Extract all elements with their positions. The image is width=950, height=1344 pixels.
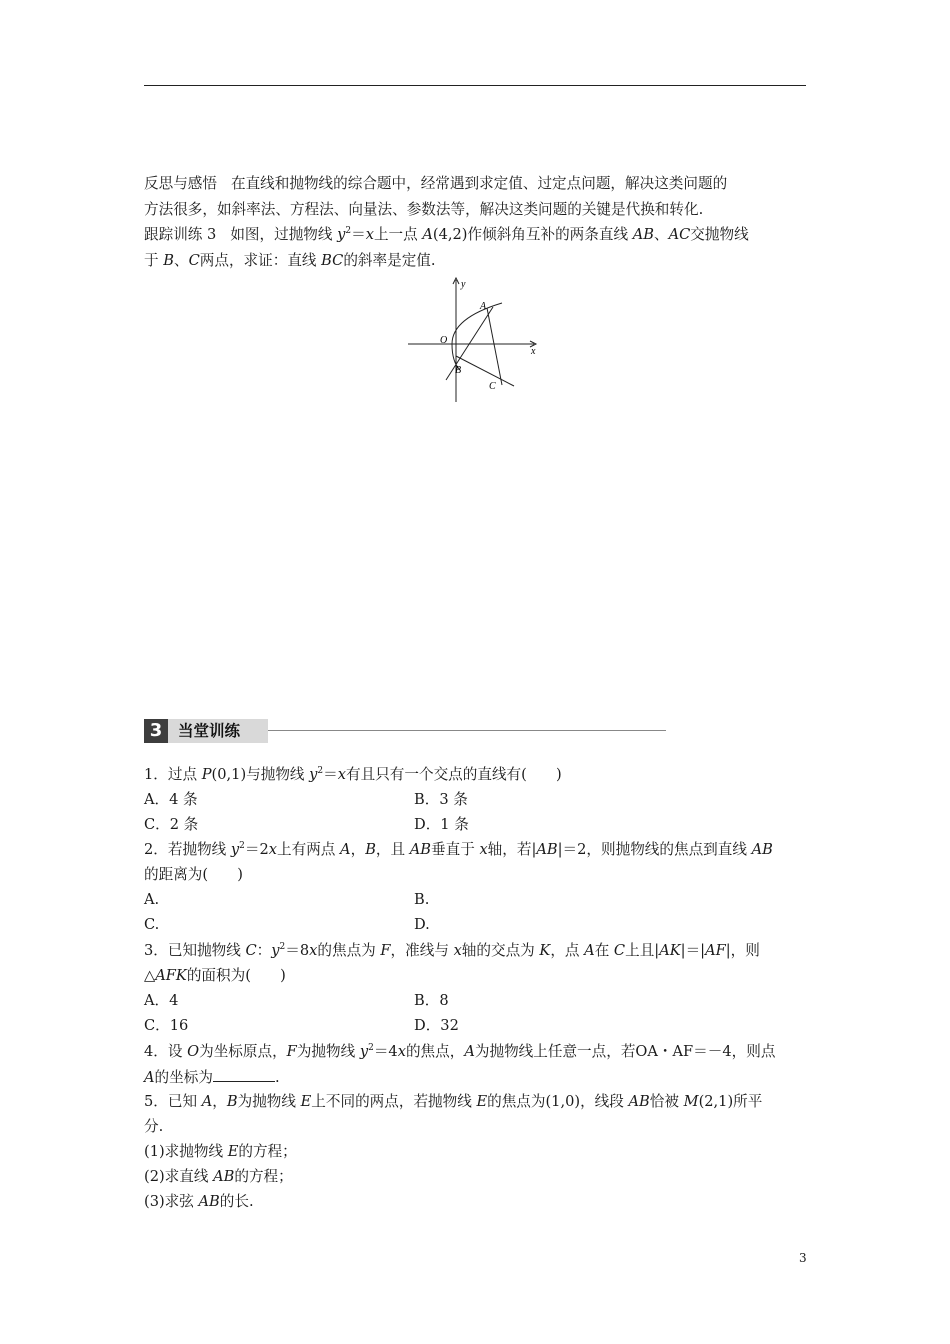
text: 为抛物线: [296, 1043, 360, 1060]
label-x: x: [531, 346, 536, 357]
text: 有且只有一个交点的直线有( ): [346, 766, 562, 783]
text: (2,1)所平: [698, 1093, 763, 1110]
answer-blank[interactable]: [213, 1067, 275, 1082]
text: 轴，若|: [487, 841, 537, 858]
section-rule: [268, 730, 666, 731]
text: .: [274, 1069, 280, 1086]
math-var: A: [340, 841, 351, 858]
intro-paragraph: [144, 171, 808, 273]
math-var: C: [188, 251, 200, 269]
text: 上一点: [373, 226, 423, 243]
math-var: AK: [659, 942, 681, 959]
text: 的长.: [219, 1193, 254, 1210]
q4-stem-line-2: [144, 1067, 280, 1088]
line-bc: [456, 356, 514, 386]
text: 5．已知: [144, 1093, 202, 1110]
intro-text: 在直线和抛物线的综合题中，经常遇到求定值、过定点问题，解决这类问题的: [230, 175, 728, 192]
math-var: AC: [668, 226, 691, 243]
text: 上有两点: [277, 841, 341, 858]
label-o: O: [440, 335, 448, 346]
math-var: AB: [628, 1093, 650, 1110]
text: 上不同的两点，若抛物线: [311, 1093, 477, 1110]
math-exp: 2: [317, 766, 324, 776]
math-var: AB: [536, 841, 558, 858]
text: 、: [173, 251, 189, 269]
page-number: 3: [799, 1251, 807, 1265]
math-var: A: [584, 942, 595, 959]
text: ，: [212, 1093, 227, 1110]
math-var: A: [464, 1043, 475, 1060]
q3-option-b: B．8: [414, 992, 449, 1009]
q1-option-a: A．4 条: [144, 791, 198, 808]
text: 的坐标为: [154, 1069, 213, 1086]
text: 轴的交点为: [461, 942, 540, 959]
math-var: x: [337, 766, 346, 783]
text: (3)求弦: [144, 1193, 199, 1210]
text: 在: [594, 942, 614, 959]
q3-stem-line-2: [144, 966, 286, 986]
exercise3-line-2: [144, 248, 808, 274]
text: ，且: [375, 841, 410, 858]
q3-option-d: D．32: [414, 1017, 459, 1034]
label-y: y: [461, 279, 466, 290]
math-var: K: [539, 942, 551, 959]
text: (0,1)与抛物线: [211, 766, 310, 783]
q5-stem: [144, 1092, 762, 1112]
math-var: E: [476, 1093, 488, 1110]
math-var: x: [309, 942, 318, 959]
q2-stem-line-2: 的距离为( ): [144, 866, 243, 883]
intro-line-1: [144, 171, 808, 197]
math-var: P: [201, 766, 212, 783]
math-exp: 2: [279, 942, 286, 952]
text: 的焦点，: [405, 1043, 465, 1060]
text: 如图，过抛物线: [230, 226, 338, 243]
math-var: AB: [632, 226, 654, 243]
q3-stem: [144, 941, 760, 961]
math-var: BC: [321, 251, 344, 269]
text: ＝4: [373, 1043, 398, 1060]
math-var: y: [359, 1043, 369, 1060]
intro-label: 反思与感悟: [144, 175, 217, 192]
math-var: C: [245, 942, 257, 959]
math-var: y: [230, 841, 240, 858]
math-var: B: [365, 841, 376, 858]
q2-option-a: A.: [144, 891, 160, 908]
text: 交抛物线: [690, 226, 749, 243]
text: 、: [653, 226, 669, 243]
text: 的面积为( ): [186, 967, 286, 984]
math-var: AB: [751, 841, 773, 858]
q1-stem: [144, 765, 562, 785]
q1-option-c: C．2 条: [144, 816, 199, 833]
q2-option-c: C.: [144, 916, 160, 933]
label-c: C: [489, 381, 496, 392]
q1-option-b: B．3 条: [414, 791, 468, 808]
math-var: F: [380, 942, 391, 959]
math-var: E: [227, 1143, 239, 1160]
text: 的斜率是定值.: [343, 251, 436, 269]
text: 为抛物线上任意一点，若OA・AF＝－4，则点: [474, 1043, 776, 1060]
math-exp: 2: [345, 226, 352, 236]
text: 为坐标原点，: [199, 1043, 287, 1060]
section-header: [144, 719, 534, 743]
math-var: B: [163, 251, 174, 269]
math-var: AF: [705, 942, 726, 959]
math-var: y: [271, 942, 280, 959]
text: 2．若抛物线: [144, 841, 231, 858]
q3-option-c: C．16: [144, 1017, 189, 1034]
q5-stem-line-2: 分.: [144, 1118, 164, 1135]
exercise3-line-1: [144, 222, 808, 248]
text: 于: [144, 251, 164, 269]
text: ，: [350, 841, 366, 858]
math-var: x: [397, 1043, 406, 1060]
math-var: C: [613, 942, 626, 959]
math-var: M: [683, 1093, 699, 1110]
text: ＝8: [285, 942, 310, 959]
math-var: A: [422, 226, 433, 243]
math-var: B: [226, 1093, 238, 1110]
math-var: O: [187, 1043, 200, 1060]
text: |＝|: [680, 942, 706, 959]
section-number: 3: [144, 719, 168, 743]
text: 两点，求证：直线: [199, 251, 322, 269]
text: (1)求抛物线: [144, 1143, 228, 1160]
q1-option-d: D．1 条: [414, 816, 469, 833]
q5-subquestion-3: [144, 1192, 254, 1212]
math-var: x: [479, 841, 488, 858]
text: △: [144, 967, 156, 984]
math-var: x: [365, 226, 374, 243]
q2-option-b: B.: [414, 891, 430, 908]
math-var: AB: [213, 1168, 235, 1185]
math-var: AFK: [155, 967, 187, 984]
q2-stem: [144, 840, 773, 860]
q5-subquestion-2: [144, 1167, 293, 1187]
math-var: y: [337, 226, 346, 243]
label-b: B: [455, 365, 462, 376]
text: 的焦点为(1,0)，线段: [487, 1093, 629, 1110]
math-var: A: [201, 1093, 213, 1110]
label-a: A: [480, 301, 487, 312]
exercise3-label: 跟踪训练 3: [144, 226, 217, 243]
text: 垂直于: [431, 841, 480, 858]
text: (2)求直线: [144, 1168, 214, 1185]
text: ，准线与: [390, 942, 454, 959]
text: ＝2: [244, 841, 269, 858]
q2-option-d: D.: [414, 916, 430, 933]
text: ＝: [351, 226, 366, 243]
text: |，则: [725, 942, 760, 959]
math-var: AB: [409, 841, 432, 858]
text: 的焦点为: [317, 942, 381, 959]
text: 为抛物线: [237, 1093, 301, 1110]
text: 4．设: [144, 1043, 188, 1060]
text: 恰被: [649, 1093, 684, 1110]
text: (4,2)作倾斜角互补的两条直线: [432, 226, 633, 243]
math-var: F: [286, 1043, 297, 1060]
header-rule: [144, 85, 806, 86]
math-var: E: [300, 1093, 312, 1110]
math-var: A: [144, 1069, 155, 1086]
q5-subquestion-1: [144, 1142, 297, 1162]
text: |＝2，则抛物线的焦点到直线: [557, 841, 752, 858]
math-var: y: [309, 766, 318, 783]
text: 1．过点: [144, 766, 202, 783]
text: ：: [256, 942, 272, 959]
text: ，点: [550, 942, 585, 959]
text: 3．已知抛物线: [144, 942, 246, 959]
q3-option-a: A．4: [144, 992, 179, 1009]
math-var: x: [453, 942, 462, 959]
q4-stem: [144, 1042, 775, 1062]
math-var: AB: [198, 1193, 220, 1210]
text: 的方程；: [234, 1168, 293, 1185]
math-exp: 2: [239, 841, 245, 851]
text: ＝: [323, 766, 338, 783]
math-var: x: [268, 841, 278, 858]
intro-line-2: 方法很多，如斜率法、方程法、向量法、参数法等，解决这类问题的关键是代换和转化.: [144, 200, 704, 218]
text: 上且|: [625, 942, 660, 959]
parabola-figure: [400, 274, 550, 406]
section-title: 当堂训练: [168, 719, 268, 743]
math-exp: 2: [368, 1043, 374, 1053]
text: 的方程；: [238, 1143, 297, 1160]
